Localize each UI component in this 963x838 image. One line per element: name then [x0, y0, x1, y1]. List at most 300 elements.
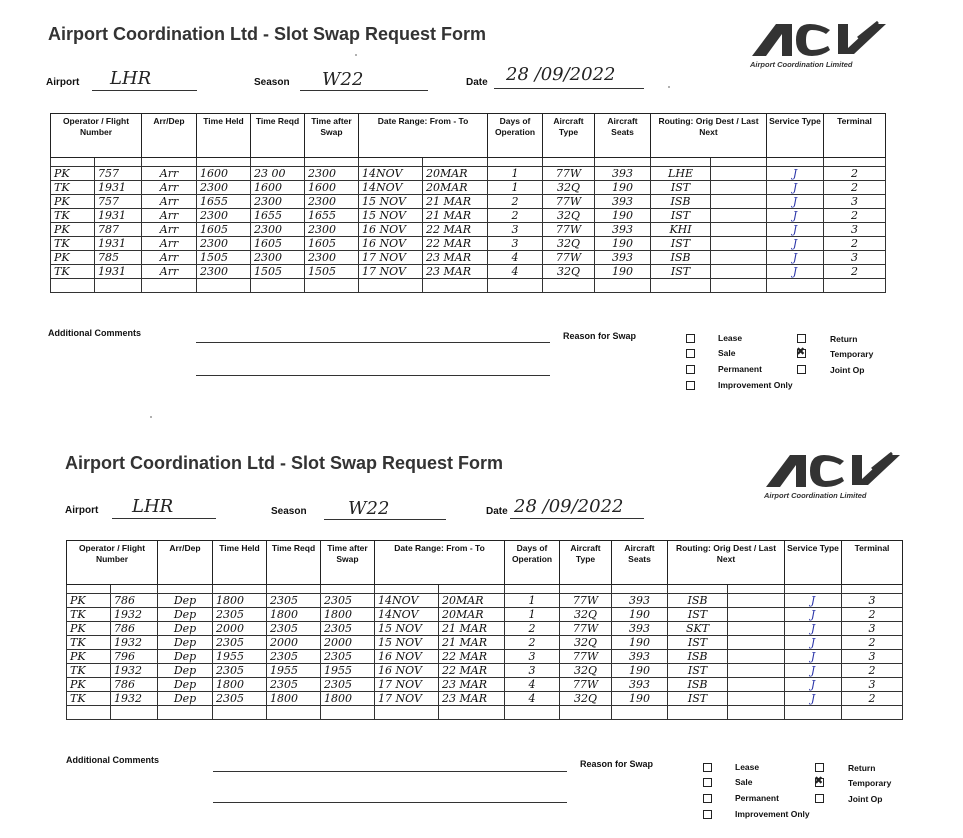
cell-date-from[interactable]: 14NOV: [375, 608, 439, 622]
joint-op-label: Joint Op: [848, 794, 883, 804]
temporary-label: Temporary: [848, 778, 892, 788]
cell-time-after-swap[interactable]: 1800: [321, 692, 375, 706]
cell-date-to[interactable]: [423, 279, 488, 293]
cell-aircraft-seats[interactable]: [612, 706, 668, 720]
cell-routing-orig-dest[interactable]: LHE: [651, 167, 711, 181]
cell-time-after-swap[interactable]: 1800: [321, 608, 375, 622]
cell-aircraft-seats[interactable]: 190: [612, 664, 668, 678]
permanent-checkbox[interactable]: [686, 365, 695, 374]
cell-date-from[interactable]: 16 NOV: [359, 237, 423, 251]
cell-routing-orig-dest[interactable]: KHI: [651, 223, 711, 237]
cell-days-of-operation[interactable]: 1: [505, 594, 560, 608]
cell-terminal[interactable]: 2: [842, 664, 903, 678]
cell-aircraft-type[interactable]: 77W: [560, 650, 612, 664]
cell-aircraft-type[interactable]: 32Q: [543, 265, 595, 279]
cell-routing-orig-dest[interactable]: IST: [668, 664, 728, 678]
airport-field[interactable]: [112, 496, 216, 519]
temporary-checkbox[interactable]: [797, 349, 806, 358]
cell-time-held[interactable]: 2305: [213, 664, 267, 678]
cell-arr-dep[interactable]: Dep: [158, 636, 213, 650]
cell-routing-last-next[interactable]: [728, 692, 785, 706]
cell-days-of-operation[interactable]: 2: [488, 195, 543, 209]
cell-routing-orig-dest[interactable]: ISB: [668, 650, 728, 664]
cell-time-reqd[interactable]: 1800: [267, 608, 321, 622]
cell-aircraft-seats[interactable]: 190: [595, 181, 651, 195]
cell-flight-number[interactable]: 1932: [111, 692, 158, 706]
cell-terminal[interactable]: 3: [842, 678, 903, 692]
cell-service-type[interactable]: J: [785, 664, 842, 678]
cell-routing-orig-dest[interactable]: IST: [668, 692, 728, 706]
cell-arr-dep[interactable]: Dep: [158, 692, 213, 706]
cell-routing-orig-dest[interactable]: SKT: [668, 622, 728, 636]
cell-date-from[interactable]: 15 NOV: [359, 209, 423, 223]
cell-time-reqd[interactable]: 1600: [251, 181, 305, 195]
cell-routing-last-next[interactable]: [711, 195, 767, 209]
cell-date-to[interactable]: 22 MAR: [423, 223, 488, 237]
cell-time-reqd[interactable]: 2305: [267, 594, 321, 608]
cell-flight-number[interactable]: 757: [95, 195, 142, 209]
cell-aircraft-type[interactable]: 32Q: [560, 636, 612, 650]
cell-operator[interactable]: TK: [67, 664, 111, 678]
cell-time-held[interactable]: 1600: [197, 167, 251, 181]
cell-date-from[interactable]: 16 NOV: [359, 223, 423, 237]
cell-terminal[interactable]: 3: [824, 251, 886, 265]
cell-flight-number[interactable]: [111, 706, 158, 720]
cell-routing-orig-dest[interactable]: IST: [668, 608, 728, 622]
cell-date-to[interactable]: 23 MAR: [439, 678, 505, 692]
cell-routing-last-next[interactable]: [711, 237, 767, 251]
cell-time-held[interactable]: 2300: [197, 237, 251, 251]
cell-service-type[interactable]: J: [785, 636, 842, 650]
season-field[interactable]: [324, 497, 446, 520]
cell-service-type[interactable]: J: [767, 251, 824, 265]
cell-aircraft-type[interactable]: 32Q: [560, 692, 612, 706]
cell-service-type[interactable]: J: [785, 650, 842, 664]
cell-terminal[interactable]: 2: [824, 237, 886, 251]
cell-time-after-swap[interactable]: 2300: [305, 195, 359, 209]
cell-aircraft-seats[interactable]: 393: [612, 650, 668, 664]
cell-arr-dep[interactable]: Dep: [158, 608, 213, 622]
cell-terminal[interactable]: 2: [824, 209, 886, 223]
cell-operator[interactable]: PK: [51, 167, 95, 181]
cell-operator[interactable]: TK: [67, 692, 111, 706]
cell-operator[interactable]: PK: [67, 678, 111, 692]
lease-checkbox[interactable]: [686, 334, 695, 343]
cell-routing-last-next[interactable]: [728, 650, 785, 664]
return-checkbox[interactable]: [815, 763, 824, 772]
cell-routing-last-next[interactable]: [728, 636, 785, 650]
cell-days-of-operation[interactable]: 4: [505, 692, 560, 706]
comments-line-2[interactable]: [196, 375, 550, 376]
cell-aircraft-seats[interactable]: 393: [595, 195, 651, 209]
improvement-only-checkbox[interactable]: [686, 381, 695, 390]
cell-flight-number[interactable]: [95, 279, 142, 293]
cell-time-reqd[interactable]: 23 00: [251, 167, 305, 181]
cell-time-after-swap[interactable]: 1600: [305, 181, 359, 195]
cell-routing-last-next[interactable]: [711, 223, 767, 237]
cell-aircraft-seats[interactable]: 190: [612, 636, 668, 650]
cell-flight-number[interactable]: 1932: [111, 664, 158, 678]
cell-time-held[interactable]: 1655: [197, 195, 251, 209]
cell-flight-number[interactable]: 787: [95, 223, 142, 237]
cell-operator[interactable]: TK: [67, 636, 111, 650]
cell-routing-last-next[interactable]: [728, 622, 785, 636]
cell-operator[interactable]: PK: [51, 195, 95, 209]
cell-operator[interactable]: [67, 706, 111, 720]
cell-service-type[interactable]: J: [767, 181, 824, 195]
cell-date-to[interactable]: 22 MAR: [423, 237, 488, 251]
cell-flight-number[interactable]: 1931: [95, 209, 142, 223]
cell-time-held[interactable]: 2305: [213, 692, 267, 706]
cell-days-of-operation[interactable]: 3: [505, 664, 560, 678]
cell-operator[interactable]: PK: [67, 650, 111, 664]
cell-arr-dep[interactable]: Arr: [142, 195, 197, 209]
cell-terminal[interactable]: 2: [842, 608, 903, 622]
cell-routing-last-next[interactable]: [711, 265, 767, 279]
cell-aircraft-seats[interactable]: 393: [595, 167, 651, 181]
cell-date-from[interactable]: [359, 279, 423, 293]
cell-operator[interactable]: TK: [51, 209, 95, 223]
date-field[interactable]: [494, 66, 644, 89]
cell-time-held[interactable]: 2300: [197, 265, 251, 279]
cell-routing-last-next[interactable]: [711, 167, 767, 181]
cell-terminal[interactable]: 2: [842, 692, 903, 706]
cell-arr-dep[interactable]: Dep: [158, 664, 213, 678]
cell-aircraft-seats[interactable]: 190: [612, 692, 668, 706]
date-field[interactable]: [510, 496, 644, 519]
cell-date-to[interactable]: 21 MAR: [423, 209, 488, 223]
cell-date-from[interactable]: 14NOV: [359, 181, 423, 195]
cell-arr-dep[interactable]: Arr: [142, 209, 197, 223]
cell-aircraft-seats[interactable]: [595, 279, 651, 293]
cell-routing-last-next[interactable]: [711, 209, 767, 223]
cell-date-from[interactable]: [375, 706, 439, 720]
cell-time-held[interactable]: 1800: [213, 594, 267, 608]
cell-date-from[interactable]: 14NOV: [359, 167, 423, 181]
cell-time-after-swap[interactable]: 1655: [305, 209, 359, 223]
cell-time-reqd[interactable]: 2305: [267, 650, 321, 664]
cell-aircraft-type[interactable]: 77W: [543, 167, 595, 181]
cell-service-type[interactable]: J: [767, 223, 824, 237]
cell-flight-number[interactable]: 1931: [95, 265, 142, 279]
cell-date-to[interactable]: 22 MAR: [439, 664, 505, 678]
cell-date-to[interactable]: 23 MAR: [423, 265, 488, 279]
cell-days-of-operation[interactable]: [505, 706, 560, 720]
cell-time-held[interactable]: 2305: [213, 636, 267, 650]
cell-terminal[interactable]: 3: [842, 622, 903, 636]
cell-flight-number[interactable]: 1932: [111, 636, 158, 650]
cell-operator[interactable]: TK: [67, 608, 111, 622]
cell-service-type[interactable]: J: [767, 195, 824, 209]
cell-service-type[interactable]: J: [785, 594, 842, 608]
cell-routing-orig-dest[interactable]: IST: [668, 636, 728, 650]
cell-terminal[interactable]: 2: [824, 167, 886, 181]
cell-time-held[interactable]: 1800: [213, 678, 267, 692]
cell-aircraft-type[interactable]: 77W: [560, 594, 612, 608]
lease-checkbox[interactable]: [703, 763, 712, 772]
cell-routing-orig-dest[interactable]: IST: [651, 181, 711, 195]
cell-time-reqd[interactable]: 2305: [267, 678, 321, 692]
cell-time-reqd[interactable]: 1800: [267, 692, 321, 706]
cell-date-from[interactable]: 15 NOV: [375, 622, 439, 636]
season-label: Season: [254, 77, 290, 88]
cell-time-after-swap[interactable]: 2305: [321, 678, 375, 692]
cell-service-type[interactable]: [785, 706, 842, 720]
cell-time-reqd[interactable]: [251, 279, 305, 293]
cell-aircraft-type[interactable]: 32Q: [543, 209, 595, 223]
cell-terminal[interactable]: 3: [824, 223, 886, 237]
cell-operator[interactable]: PK: [67, 622, 111, 636]
cell-arr-dep[interactable]: Arr: [142, 237, 197, 251]
cell-date-from[interactable]: 15 NOV: [375, 636, 439, 650]
cell-aircraft-type[interactable]: [543, 279, 595, 293]
cell-aircraft-seats[interactable]: 393: [612, 594, 668, 608]
cell-date-from[interactable]: 16 NOV: [375, 664, 439, 678]
cell-aircraft-seats[interactable]: 190: [612, 608, 668, 622]
cell-time-after-swap[interactable]: [305, 279, 359, 293]
cell-days-of-operation[interactable]: 3: [505, 650, 560, 664]
cell-arr-dep[interactable]: [142, 279, 197, 293]
cell-time-after-swap[interactable]: 2305: [321, 650, 375, 664]
cell-aircraft-type[interactable]: 77W: [560, 678, 612, 692]
cell-aircraft-type[interactable]: 77W: [543, 195, 595, 209]
cell-date-to[interactable]: 23 MAR: [423, 251, 488, 265]
cell-time-held[interactable]: 1605: [197, 223, 251, 237]
cell-routing-last-next[interactable]: [728, 706, 785, 720]
cell-days-of-operation[interactable]: 4: [488, 265, 543, 279]
cell-days-of-operation[interactable]: 4: [505, 678, 560, 692]
cell-time-reqd[interactable]: 1505: [251, 265, 305, 279]
cell-flight-number[interactable]: 796: [111, 650, 158, 664]
cell-routing-orig-dest[interactable]: [651, 279, 711, 293]
cell-arr-dep[interactable]: Arr: [142, 167, 197, 181]
cell-routing-orig-dest[interactable]: IST: [651, 237, 711, 251]
cell-time-after-swap[interactable]: 1955: [321, 664, 375, 678]
cell-date-to[interactable]: 21 MAR: [439, 622, 505, 636]
cell-aircraft-type[interactable]: 32Q: [543, 237, 595, 251]
airport-field[interactable]: [92, 68, 197, 91]
cell-terminal[interactable]: 3: [842, 650, 903, 664]
cell-date-to[interactable]: 20MAR: [439, 608, 505, 622]
cell-days-of-operation[interactable]: 4: [488, 251, 543, 265]
cell-terminal[interactable]: 2: [842, 636, 903, 650]
cell-time-held[interactable]: 1955: [213, 650, 267, 664]
cell-days-of-operation[interactable]: [488, 279, 543, 293]
cell-time-after-swap[interactable]: 2000: [321, 636, 375, 650]
cell-days-of-operation[interactable]: 3: [488, 237, 543, 251]
cell-terminal[interactable]: 3: [842, 594, 903, 608]
cell-date-from[interactable]: 17 NOV: [359, 265, 423, 279]
cell-routing-orig-dest[interactable]: IST: [651, 265, 711, 279]
cell-time-held[interactable]: 1505: [197, 251, 251, 265]
cell-arr-dep[interactable]: Dep: [158, 678, 213, 692]
cell-routing-last-next[interactable]: [711, 251, 767, 265]
cell-operator[interactable]: TK: [51, 265, 95, 279]
cell-time-held[interactable]: 2300: [197, 181, 251, 195]
cell-flight-number[interactable]: 757: [95, 167, 142, 181]
cell-arr-dep[interactable]: [158, 706, 213, 720]
cell-time-held[interactable]: [213, 706, 267, 720]
cell-flight-number[interactable]: 786: [111, 678, 158, 692]
comments-line-1[interactable]: [196, 342, 550, 343]
return-checkbox[interactable]: [797, 334, 806, 343]
cell-days-of-operation[interactable]: 2: [505, 622, 560, 636]
cell-time-reqd[interactable]: [267, 706, 321, 720]
cell-routing-orig-dest[interactable]: ISB: [651, 251, 711, 265]
sale-checkbox[interactable]: [686, 349, 695, 358]
comments-line-1[interactable]: [213, 771, 567, 772]
cell-date-to[interactable]: 21 MAR: [439, 636, 505, 650]
cell-flight-number[interactable]: 1931: [95, 181, 142, 195]
cell-routing-orig-dest[interactable]: IST: [651, 209, 711, 223]
cell-routing-last-next[interactable]: [728, 594, 785, 608]
cell-time-after-swap[interactable]: 2300: [305, 251, 359, 265]
cell-operator[interactable]: PK: [51, 223, 95, 237]
cell-date-to[interactable]: 23 MAR: [439, 692, 505, 706]
cell-arr-dep[interactable]: Arr: [142, 223, 197, 237]
cell-time-reqd[interactable]: 2305: [267, 622, 321, 636]
cell-service-type[interactable]: J: [785, 608, 842, 622]
cell-days-of-operation[interactable]: 1: [505, 608, 560, 622]
cell-arr-dep[interactable]: Arr: [142, 251, 197, 265]
cell-time-after-swap[interactable]: 1605: [305, 237, 359, 251]
cell-date-from[interactable]: 14NOV: [375, 594, 439, 608]
cell-date-to[interactable]: 22 MAR: [439, 650, 505, 664]
cell-time-reqd[interactable]: 1955: [267, 664, 321, 678]
cell-arr-dep[interactable]: Arr: [142, 265, 197, 279]
cell-operator[interactable]: TK: [51, 181, 95, 195]
temporary-checkbox[interactable]: [815, 778, 824, 787]
cell-routing-last-next[interactable]: [711, 181, 767, 195]
cell-terminal[interactable]: 2: [824, 265, 886, 279]
cell-aircraft-type[interactable]: 77W: [560, 622, 612, 636]
cell-time-reqd[interactable]: 1655: [251, 209, 305, 223]
cell-date-to[interactable]: 20MAR: [439, 594, 505, 608]
cell-aircraft-type[interactable]: 32Q: [560, 608, 612, 622]
cell-time-held[interactable]: 2000: [213, 622, 267, 636]
cell-arr-dep[interactable]: Dep: [158, 622, 213, 636]
cell-flight-number[interactable]: 786: [111, 622, 158, 636]
cell-date-from[interactable]: 15 NOV: [359, 195, 423, 209]
cell-days-of-operation[interactable]: 2: [488, 209, 543, 223]
joint-op-checkbox[interactable]: [815, 794, 824, 803]
cell-terminal[interactable]: [842, 706, 903, 720]
comments-line-2[interactable]: [213, 802, 567, 803]
cell-aircraft-seats[interactable]: 190: [595, 265, 651, 279]
airport-value: LHR: [132, 496, 174, 517]
cell-time-after-swap[interactable]: 2305: [321, 594, 375, 608]
cell-time-after-swap[interactable]: [321, 706, 375, 720]
cell-days-of-operation[interactable]: 3: [488, 223, 543, 237]
cell-terminal[interactable]: [824, 279, 886, 293]
cell-aircraft-type[interactable]: 32Q: [543, 181, 595, 195]
cell-days-of-operation[interactable]: 2: [505, 636, 560, 650]
cell-aircraft-type[interactable]: 77W: [543, 223, 595, 237]
cell-routing-orig-dest[interactable]: ISB: [651, 195, 711, 209]
cell-terminal[interactable]: 3: [824, 195, 886, 209]
cell-aircraft-seats[interactable]: 190: [595, 237, 651, 251]
cell-time-reqd[interactable]: 2000: [267, 636, 321, 650]
cell-routing-orig-dest[interactable]: ISB: [668, 678, 728, 692]
col-header-aircraft-seats: Aircraft Seats: [612, 541, 668, 585]
col-header-time-after: Time after Swap: [321, 541, 375, 585]
cell-routing-last-next[interactable]: [728, 678, 785, 692]
cell-operator[interactable]: [51, 279, 95, 293]
cell-routing-last-next[interactable]: [728, 664, 785, 678]
cell-aircraft-seats[interactable]: 393: [612, 678, 668, 692]
cell-arr-dep[interactable]: Arr: [142, 181, 197, 195]
cell-date-to[interactable]: 20MAR: [423, 181, 488, 195]
cell-routing-last-next[interactable]: [728, 608, 785, 622]
cell-service-type[interactable]: [767, 279, 824, 293]
cell-terminal[interactable]: 2: [824, 181, 886, 195]
cell-routing-last-next[interactable]: [711, 279, 767, 293]
cell-aircraft-type[interactable]: 77W: [543, 251, 595, 265]
cell-service-type[interactable]: J: [767, 167, 824, 181]
cell-operator[interactable]: PK: [51, 251, 95, 265]
cell-time-reqd[interactable]: 2300: [251, 223, 305, 237]
cell-time-after-swap[interactable]: 1505: [305, 265, 359, 279]
cell-service-type[interactable]: J: [767, 209, 824, 223]
sale-checkbox[interactable]: [703, 778, 712, 787]
cell-service-type[interactable]: J: [785, 692, 842, 706]
joint-op-checkbox[interactable]: [797, 365, 806, 374]
cell-routing-orig-dest[interactable]: [668, 706, 728, 720]
season-field[interactable]: [300, 68, 428, 91]
cell-time-after-swap[interactable]: 2300: [305, 223, 359, 237]
cell-routing-orig-dest[interactable]: ISB: [668, 594, 728, 608]
cell-time-reqd[interactable]: 1605: [251, 237, 305, 251]
cell-operator[interactable]: TK: [51, 237, 95, 251]
cell-date-to[interactable]: 20MAR: [423, 167, 488, 181]
cell-service-type[interactable]: J: [767, 237, 824, 251]
cell-flight-number[interactable]: 785: [95, 251, 142, 265]
cell-date-from[interactable]: 17 NOV: [375, 678, 439, 692]
cell-aircraft-seats[interactable]: 393: [612, 622, 668, 636]
permanent-checkbox[interactable]: [703, 794, 712, 803]
cell-date-to[interactable]: 21 MAR: [423, 195, 488, 209]
cell-date-from[interactable]: 17 NOV: [375, 692, 439, 706]
cell-date-to[interactable]: [439, 706, 505, 720]
cell-aircraft-seats[interactable]: 190: [595, 209, 651, 223]
cell-arr-dep[interactable]: Dep: [158, 650, 213, 664]
cell-flight-number[interactable]: 1932: [111, 608, 158, 622]
cell-flight-number[interactable]: 786: [111, 594, 158, 608]
cell-time-reqd[interactable]: 2300: [251, 195, 305, 209]
cell-days-of-operation[interactable]: 1: [488, 167, 543, 181]
cell-time-held[interactable]: 2305: [213, 608, 267, 622]
cell-service-type[interactable]: J: [785, 622, 842, 636]
cell-time-after-swap[interactable]: 2305: [321, 622, 375, 636]
cell-flight-number[interactable]: 1931: [95, 237, 142, 251]
cell-time-held[interactable]: 2300: [197, 209, 251, 223]
cell-service-type[interactable]: J: [785, 678, 842, 692]
cell-aircraft-seats[interactable]: 393: [595, 223, 651, 237]
cell-date-from[interactable]: 17 NOV: [359, 251, 423, 265]
improvement-only-checkbox[interactable]: [703, 810, 712, 819]
cell-time-reqd[interactable]: 2300: [251, 251, 305, 265]
cell-aircraft-type[interactable]: 32Q: [560, 664, 612, 678]
cell-service-type[interactable]: J: [767, 265, 824, 279]
cell-operator[interactable]: PK: [67, 594, 111, 608]
cell-arr-dep[interactable]: Dep: [158, 594, 213, 608]
cell-aircraft-seats[interactable]: 393: [595, 251, 651, 265]
cell-time-held[interactable]: [197, 279, 251, 293]
cell-days-of-operation[interactable]: 1: [488, 181, 543, 195]
cell-date-from[interactable]: 16 NOV: [375, 650, 439, 664]
cell-aircraft-type[interactable]: [560, 706, 612, 720]
cell-time-after-swap[interactable]: 2300: [305, 167, 359, 181]
